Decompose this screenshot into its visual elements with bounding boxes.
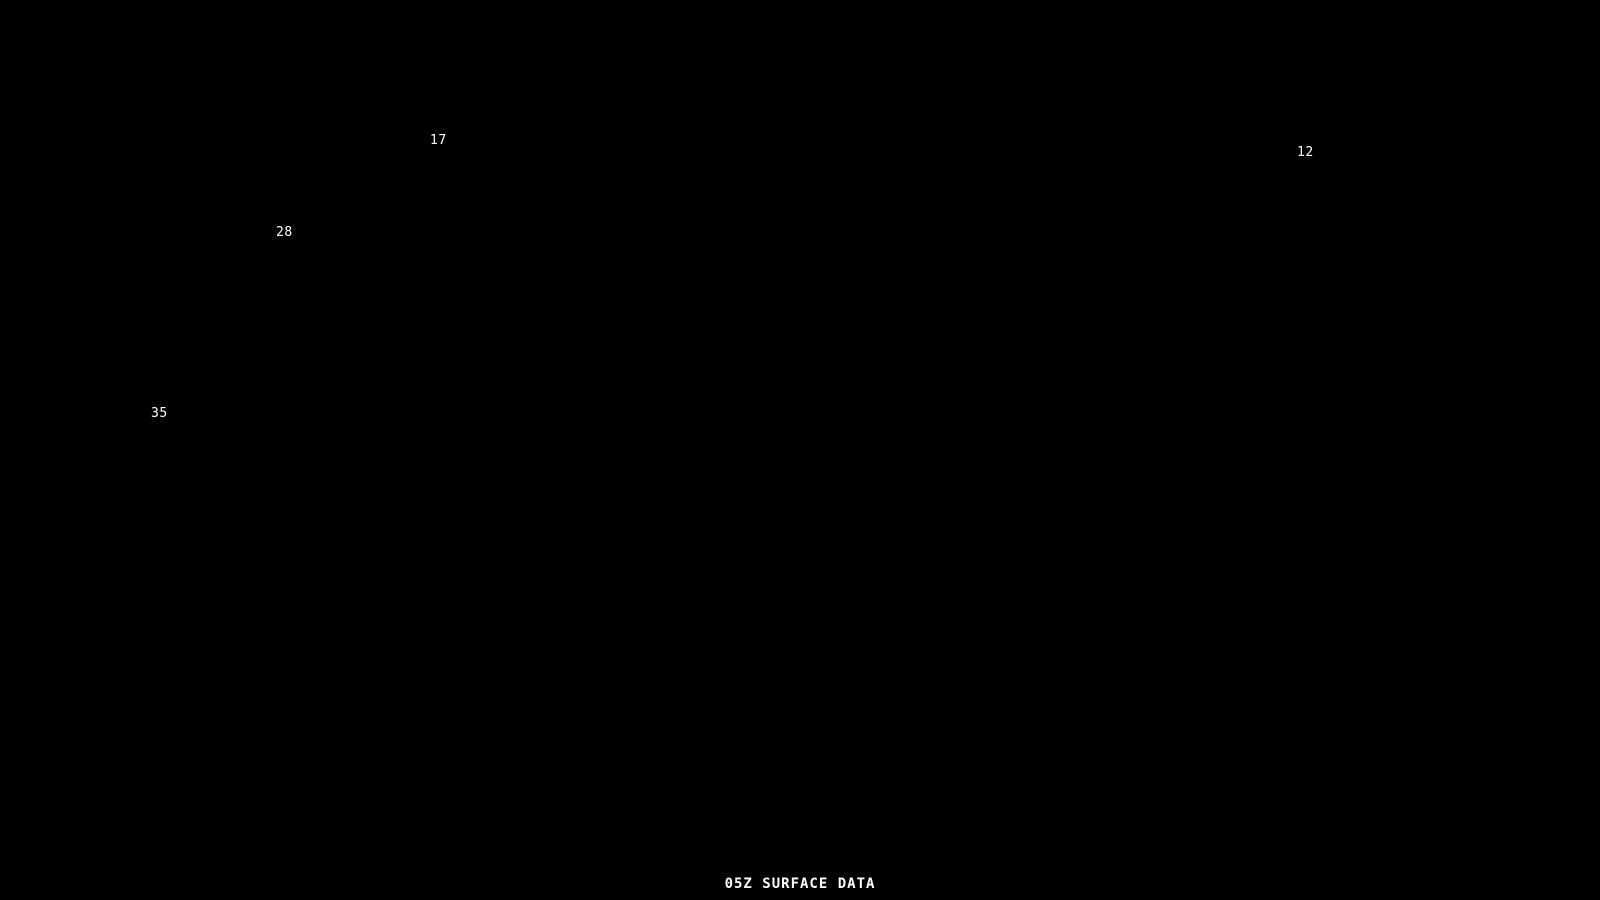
plot-title: 05Z SURFACE DATA (724, 876, 876, 892)
station-value: 17 (430, 133, 447, 148)
station-value: 35 (151, 406, 168, 421)
station-value: 12 (1297, 145, 1314, 160)
station-value: 28 (276, 225, 293, 240)
